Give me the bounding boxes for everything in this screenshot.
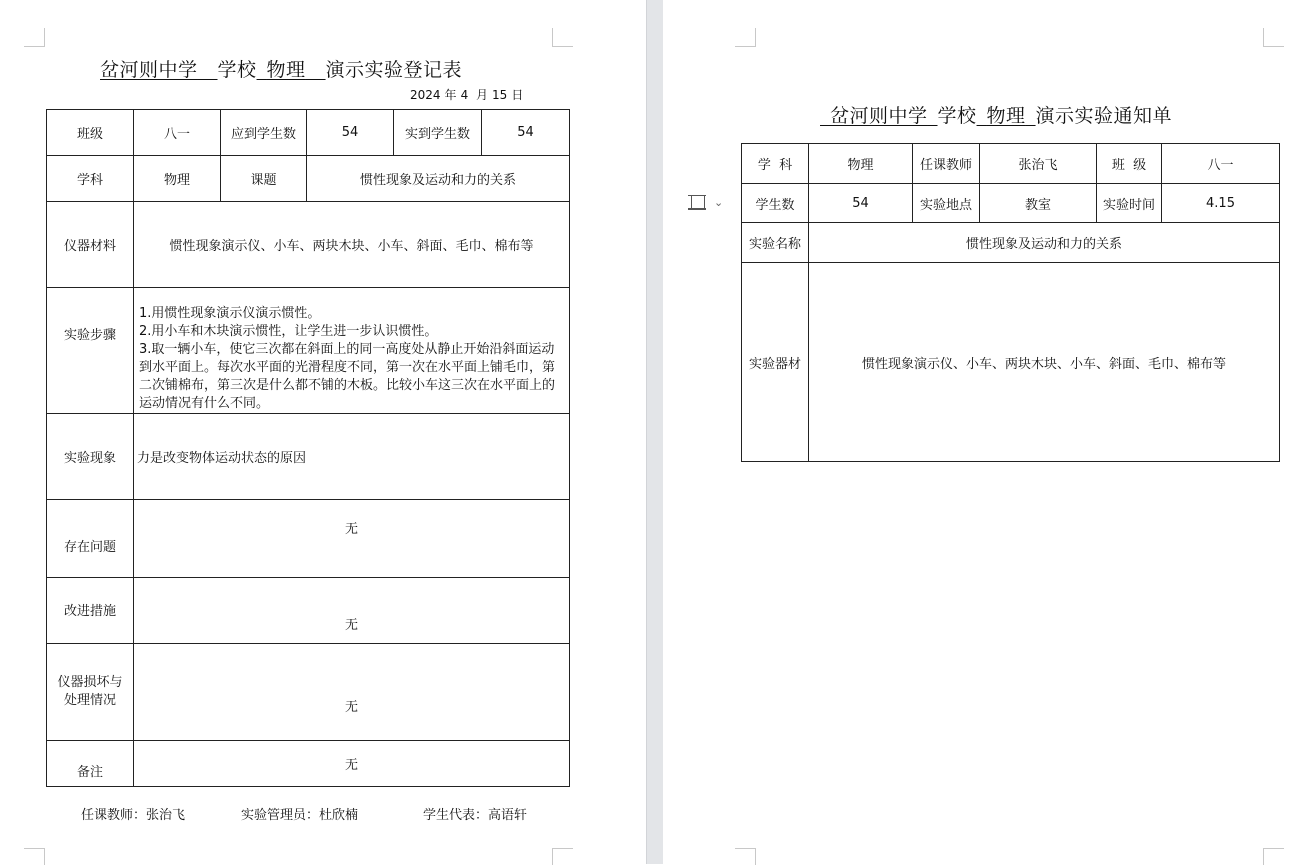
- crop-mark: [735, 28, 756, 47]
- equipment-value[interactable]: 惯性现象演示仪、小车、两块木块、小车、斜面、毛巾、棉布等: [134, 202, 570, 288]
- subject-value[interactable]: 物理: [134, 156, 221, 202]
- damage-value[interactable]: 无: [134, 644, 570, 741]
- expected-label: 应到学生数: [221, 110, 307, 156]
- table-row: [742, 144, 1280, 184]
- problems-value[interactable]: 无: [134, 500, 570, 578]
- name-label: 实验名称: [742, 223, 809, 263]
- step-item: 3.取一辆小车，使它三次都在斜面上的同一高度处从静止开始沿斜面运动到水平面上。每次水平面的光滑程度不同，第一次在水平面上铺毛巾，第二次铺棉布，第三次是什么都不铺的木板。比较小车这三次在水平面上的运动情况有什么不同。: [139, 342, 556, 411]
- title-school: 岔河则中学: [830, 105, 928, 127]
- remarks-label: 备注: [47, 741, 134, 787]
- measures-label: 改进措施: [47, 578, 134, 644]
- remarks-value[interactable]: 无: [134, 741, 570, 787]
- steps-value[interactable]: [134, 288, 570, 414]
- crop-mark: [552, 28, 573, 47]
- class-value[interactable]: 八一: [134, 110, 221, 156]
- table-row: [742, 223, 1280, 263]
- page-gutter: [646, 0, 663, 864]
- title-school-suffix: 学校: [217, 59, 257, 81]
- table-row: [47, 202, 570, 288]
- class-value[interactable]: 八一: [1162, 144, 1280, 184]
- table-row: [47, 500, 570, 578]
- time-label: 实验时间: [1097, 184, 1162, 223]
- crop-mark: [552, 848, 573, 865]
- date-month: 4: [460, 88, 469, 102]
- equipment-label: 仪器材料: [47, 202, 134, 288]
- topic-label: 课题: [221, 156, 307, 202]
- title-school-suffix: 学校: [937, 105, 977, 127]
- crop-mark: [1263, 848, 1284, 865]
- title-subject: 物理: [266, 59, 306, 81]
- title-subject: 物理: [986, 105, 1026, 127]
- step-item: 2.用小车和木块演示惯性，让学生进一步认识惯性。: [139, 324, 438, 339]
- damage-label: 仪器损坏与 处理情况: [47, 644, 134, 741]
- name-value[interactable]: 惯性现象及运动和力的关系: [809, 223, 1280, 263]
- students-value[interactable]: 54: [809, 184, 913, 223]
- notice-title: [820, 101, 1172, 128]
- table-select-control[interactable]: [684, 188, 734, 216]
- date-year-label: 年: [444, 88, 457, 102]
- measures-value[interactable]: 无: [134, 578, 570, 644]
- teacher-value[interactable]: 张治飞: [980, 144, 1097, 184]
- date-day-label: 日: [511, 88, 524, 102]
- expected-value[interactable]: 54: [307, 110, 394, 156]
- class-label: 班 级: [1097, 144, 1162, 184]
- topic-value[interactable]: 惯性现象及运动和力的关系: [307, 156, 570, 202]
- class-label: 班级: [47, 110, 134, 156]
- steps-label: 实验步骤: [47, 288, 134, 414]
- present-label: 实到学生数: [394, 110, 482, 156]
- subject-value[interactable]: 物理: [809, 144, 913, 184]
- chevron-down-icon[interactable]: ⌄: [714, 195, 724, 209]
- table-row: [47, 741, 570, 787]
- crop-mark: [1263, 28, 1284, 47]
- title-suffix: 演示实验通知单: [1035, 105, 1173, 127]
- subject-label: 学 科: [742, 144, 809, 184]
- date-year: 2024: [410, 88, 441, 102]
- location-label: 实验地点: [913, 184, 980, 223]
- record-table: [46, 109, 570, 787]
- step-item: 1.用惯性现象演示仪演示惯性。: [139, 306, 321, 321]
- phenomenon-value[interactable]: 力是改变物体运动状态的原因: [134, 414, 570, 500]
- teacher-label: 任课教师: [913, 144, 980, 184]
- crop-mark: [24, 848, 45, 865]
- time-value[interactable]: 4.15: [1162, 184, 1280, 223]
- page-notice: [663, 0, 1311, 864]
- phenomenon-label: 实验现象: [47, 414, 134, 500]
- date-day: 15: [492, 88, 508, 102]
- table-row: [742, 263, 1280, 462]
- location-value[interactable]: 教室: [980, 184, 1097, 223]
- table-row: [47, 288, 570, 414]
- table-row: [742, 184, 1280, 223]
- title-school: 岔河则中学: [100, 59, 198, 81]
- page-record: [0, 0, 646, 864]
- table-row: [47, 578, 570, 644]
- table-row: [47, 156, 570, 202]
- crop-mark: [24, 28, 45, 47]
- present-value[interactable]: 54: [482, 110, 570, 156]
- table-row: [47, 644, 570, 741]
- notice-table: [741, 143, 1280, 462]
- problems-label: 存在问题: [47, 500, 134, 578]
- students-label: 学生数: [742, 184, 809, 223]
- table-row: [47, 110, 570, 156]
- title-suffix: 演示实验登记表: [325, 59, 463, 81]
- footer-teacher: 任课教师：张治飞: [81, 808, 186, 823]
- equipment-value[interactable]: 惯性现象演示仪、小车、两块木块、小车、斜面、毛巾、棉布等: [809, 263, 1280, 462]
- footer-manager: 实验管理员：杜欣楠: [241, 808, 359, 823]
- table-handle-icon[interactable]: [691, 195, 705, 209]
- table-row: [47, 414, 570, 500]
- crop-mark: [735, 848, 756, 865]
- date-month-label: 月: [476, 88, 489, 102]
- footer-student: 学生代表：高语轩: [423, 808, 528, 823]
- equipment-label: 实验器材: [742, 263, 809, 462]
- record-title: [100, 55, 462, 82]
- record-date: [410, 86, 527, 103]
- subject-label: 学科: [47, 156, 134, 202]
